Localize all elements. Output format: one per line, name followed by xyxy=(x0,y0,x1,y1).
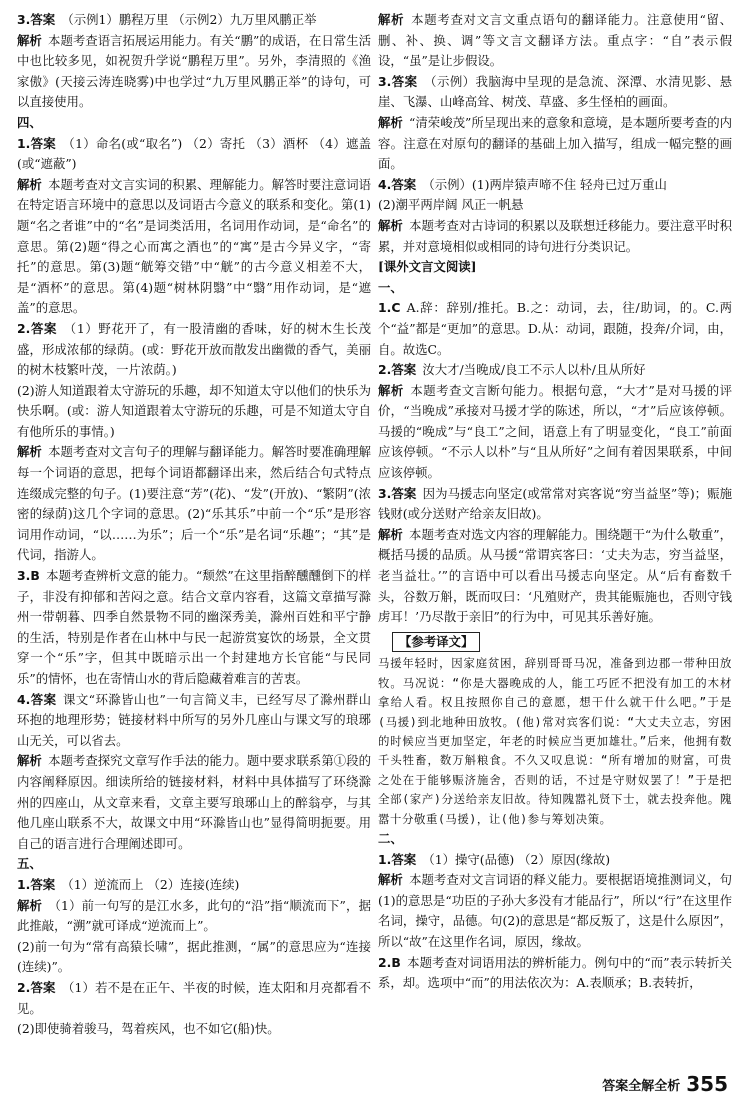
footer-label: 答案全解全析 xyxy=(602,1079,681,1094)
section-heading: [课外文言文阅读] xyxy=(378,259,477,275)
answer-lead: 2.B xyxy=(378,954,401,970)
answer-lead: 1.C xyxy=(378,300,401,316)
answer-paragraph xyxy=(17,566,371,690)
answer-lead: 3.答案 xyxy=(378,485,417,501)
answer-paragraph xyxy=(17,978,371,1019)
answer-paragraph xyxy=(378,525,732,628)
answer-paragraph xyxy=(378,113,732,175)
answer-text: 本题考查对文言句子的理解与翻译能力。解答时要准确理解每一个词语的意思，把每个词语都翻译出来，然后结合句式特点连缀成完整的句子。(1)要注意“芳”(花)、“发”(开放)、“繁阴”(浓密的绿荫)这几个字词的意思。(2)“乐其乐”中前一个“乐”是形容词用作动词，“以……为乐”；后一个“乐”是名词“乐趣”；“其”是代词，指游人。 xyxy=(17,444,372,563)
section-heading: 四、 xyxy=(17,114,42,130)
answer-paragraph xyxy=(17,937,371,978)
answer-paragraph xyxy=(378,870,732,952)
answer-text: “清荣峻茂”所呈现出来的意象和意境，是本题所要考查的内容。注意在对原句的翻译的基础上加入描写，组成一幅完整的画面。 xyxy=(378,114,733,172)
answer-paragraph xyxy=(378,195,732,216)
answer-lead: 2.答案 xyxy=(17,979,56,995)
answer-text: A.辞：辞别/推托。B.之：动词，去，往/助词，的。C.两个“益”都是“更加”的意思。D.从：动词，跟随，投奔/介词，由，自。故选C。 xyxy=(378,300,732,357)
answer-text: (2)潮平两岸阔 风正一帆悬 xyxy=(378,197,524,213)
answer-text: 本题考查对文言实词的积累、理解能力。解答时要注意词语在特定语言环境中的意思以及词语古今意义的联系和变化。第(1)题“名之者谁”中的“名”是词类活用，名词用作动词，是“命名”的意思。第(2)题“得之心而寓之酒也”的“寓”是古今异义字，“寄托”的意思。第(3)题“觥筹交错”中“觥”的古今意义相差不大，是“酒杯”的意思。第(4)题“树林阴翳”中“翳”用作动词，是“遮盖”的意思。 xyxy=(17,176,372,316)
answer-text: 本题考查对文言词语的释义能力。要根据语境推测词义，句(1)的意思是“功臣的子孙大多没有才能品行”，所以“行”在这里作名词，操守，品德。句(2)的意思是“都反叛了，这是什么原因”，所以“故”在这里作名词，原因，缘故。 xyxy=(378,872,733,950)
answer-paragraph xyxy=(17,442,371,566)
answer-paragraph xyxy=(17,10,371,31)
answer-paragraph xyxy=(378,484,732,525)
answer-lead: 3.B xyxy=(17,568,40,584)
answer-paragraph xyxy=(17,319,371,381)
answer-text: （1）若不是在正午、半夜的时候，连太阳和月亮都看不见。 xyxy=(17,979,371,1016)
answer-text: 本题考查探究文章写作手法的能力。题中要求联系第①段的内容阐释原因。细读所给的链接材料，材料中具体描写了环绕滁州的四座山，从文章来看，文章主要写琅琊山上的醉翁亭，与其他几座山联系不大，故课文中用“环滁皆山也”显得简明扼要。用自己的语言进行合理阐述即可。 xyxy=(17,753,372,851)
answer-text: （1）操守(品德) （2）原因(缘故) xyxy=(422,851,611,867)
answer-paragraph xyxy=(378,298,732,360)
answer-lead: 2.答案 xyxy=(17,320,57,336)
answer-paragraph xyxy=(378,360,732,381)
answer-text: （1）逆流而上 （2）连接(连续) xyxy=(61,876,240,892)
answer-text: 本题考查语言拓展运用能力。有关“鹏”的成语，在日常生活中也比较多见，如祝贺升学说“鹏程万里”。另外，李清照的《渔家傲》(天接云涛连晓雾)中也学过“九万里风鹏正举”的诗句，可以直接使用。 xyxy=(17,32,372,110)
section-heading: 一、 xyxy=(378,279,403,295)
page-number: 355 xyxy=(686,1072,728,1096)
answer-text: (2)前一句为“常有高猿长啸”，据此推测，“属”的意思应为“连接(连续)”。 xyxy=(17,938,371,975)
translation-body: 马援年轻时，因家庭贫困，辞别哥哥马况，准备到边郡一带种田放牧。马况说：“你是大器晚成的人，能工巧匠不把没有加工的木材拿给人看。权且按照你自己的意愿，想干什么就干什么吧。”于是(马援)到北地种田放牧。(他)常对宾客们说：“大丈夫立志，穷困的时候应当更加坚定，年老的时候应当更加雄壮。”后来，他拥有数千头牲畜，数万斛粮食。不久又叹息说：“所有增加的财富，可贵之处在于能够赈济施舍，否则的话，不过是守财奴罢了！”于是把全部(家产)分送给亲友旧故。待知隗嚣礼贤下士，就去投奔他。隗嚣十分敬重(马援)，让(他)参与筹划决策。 xyxy=(378,656,732,826)
answer-lead: 3.答案 xyxy=(378,73,418,89)
answer-text: 汝大才/当晚成/良工不示人以朴/且从所好 xyxy=(422,362,646,378)
page-footer xyxy=(602,1074,728,1094)
answer-lead: 解析 xyxy=(17,897,43,913)
answer-lead: 解析 xyxy=(17,444,42,460)
answer-lead: 4.答案 xyxy=(17,691,57,707)
answer-text: （示例1）鹏程万里 （示例2）九万里风鹏正举 xyxy=(61,12,317,27)
answer-text: （1）野花开了，有一股清幽的香味，好的树木生长茂盛，形成浓郁的绿荫。(或：野花开放而散发出幽微的香气，美丽的树木枝繁叶茂，一片浓荫。) xyxy=(17,320,371,378)
answer-paragraph xyxy=(378,10,732,72)
answer-text: 因为马援志向坚定(或常常对宾客说“穷当益坚”等)；赈施钱财(或分送财产给亲友旧故)。 xyxy=(378,485,732,522)
answer-text: （1）命名(或“取名”) （2）寄托 （3）酒杯 （4）遮盖(或“遮蔽”) xyxy=(17,135,371,172)
answer-lead: 解析 xyxy=(17,32,42,48)
answer-lead: 1.答案 xyxy=(17,876,56,892)
answer-paragraph xyxy=(17,751,371,854)
answer-paragraph xyxy=(17,690,371,752)
answer-text: 本题考查对文言文重点语句的翻译能力。注意使用“留、删、补、换、调”等文言文翻译方法。重点字：“自”表示假设，“虽”是让步假设。 xyxy=(378,12,732,69)
answer-paragraph xyxy=(378,850,732,871)
left-column xyxy=(17,10,371,1040)
answer-lead: 解析 xyxy=(378,526,403,542)
answer-text: （1）前一句写的是江水多，此句的“沿”指“顺流而下”，据此推敲，“溯”就可译成“逆流而上”。 xyxy=(17,897,371,934)
answer-lead: 4.答案 xyxy=(378,176,417,192)
right-column xyxy=(378,10,732,994)
answer-lead: 解析 xyxy=(378,872,403,888)
answer-paragraph xyxy=(378,953,732,994)
answer-paragraph xyxy=(378,175,732,196)
answer-paragraph xyxy=(17,175,371,319)
section-heading: 二、 xyxy=(378,831,403,847)
section-heading: 五、 xyxy=(17,856,42,872)
answer-lead: 2.答案 xyxy=(378,362,417,378)
answer-paragraph xyxy=(17,381,371,443)
answer-paragraph xyxy=(17,875,371,896)
answer-text: 本题考查文言断句能力。根据句意，“大才”是对马援的评价，“当晚成”承接对马援才学的陈述，所以，“才”后应该停顿。马援的“晚成”与“良工”之间，语意上有了明显变化，“良工”前面应该停顿。“不示人以朴”与“且从所好”之间有着因果联系，中间应该停顿。 xyxy=(378,382,733,481)
answer-lead: 3.答案 xyxy=(17,12,56,27)
answer-text: 本题考查对词语用法的辨析能力。例句中的“而”表示转折关系，却。选项中“而”的用法依次为：A.表顺承；B.表转折， xyxy=(378,954,732,991)
answer-paragraph xyxy=(17,134,371,175)
answer-paragraph xyxy=(378,72,732,113)
answer-text: （示例）我脑海中呈现的是急流、深潭、水清见影、悬崖、飞瀑、山峰高耸、树茂、草盛、多生怪柏的画面。 xyxy=(378,73,732,110)
translation-heading-text: 【参考译文】 xyxy=(392,632,480,652)
answer-paragraph xyxy=(378,216,732,257)
answer-paragraph xyxy=(17,1019,371,1040)
translation-heading xyxy=(392,632,732,653)
answer-lead: 解析 xyxy=(378,382,404,398)
answer-paragraph xyxy=(17,31,371,113)
answer-lead: 解析 xyxy=(378,217,403,233)
answer-lead: 解析 xyxy=(378,114,403,130)
answer-lead: 1.答案 xyxy=(378,851,417,867)
answer-text: (2)即使骑着骏马，驾着疾风，也不如它(船)快。 xyxy=(17,1021,280,1037)
answer-text: (2)游人知道跟着太守游玩的乐趣，却不知道太守以他们的快乐为快乐啊。(或：游人知道跟着太守游玩的乐趣，可是不知道太守自有他所乐的事情。) xyxy=(17,382,371,439)
answer-lead: 解析 xyxy=(378,12,405,27)
answer-lead: 1.答案 xyxy=(17,135,56,151)
answer-text: 本题考查辨析文意的能力。“颓然”在这里指醉醺醺倒下的样子，非没有抑郁和苦闷之意。结合文章内容看，这篇文章描写滁州一带朝暮、四季自然景物不同的幽深秀美，滁州百姓和平宁静的生活，特别是作者在山林中与民一起游赏宴饮的场景，全文贯穿一个“乐”字，但其中既暗示出一个封建地方长官能“与民同乐”的情怀，也在寄情山水的背后隐藏着难言的苦衷。 xyxy=(17,568,371,686)
answer-lead: 解析 xyxy=(17,176,42,192)
answer-text: 本题考查对古诗词的积累以及联想迁移能力。要注意平时积累，并对意境相似或相同的诗句进行分类识记。 xyxy=(378,217,733,254)
answer-paragraph xyxy=(17,896,371,937)
answer-text: （示例）(1)两岸猿声啼不住 轻舟已过万重山 xyxy=(422,176,667,192)
answer-text: 本题考查对选文内容的理解能力。围绕题干“为什么敬重”，概括马援的品质。从马援“常谓宾客曰：‘丈夫为志，穷当益坚，老当益壮。’”的言语中可以看出马援志向坚定。从“后有畜数千头，谷数万斛，既而叹曰：‘凡殖财产，贵其能赈施也，否则守钱虏耳！’乃尽散于亲旧”的行为中，可见其乐善好施。 xyxy=(378,526,733,625)
answer-lead: 解析 xyxy=(17,753,42,769)
answer-paragraph xyxy=(378,381,732,484)
answer-text: 课文“环滁皆山也”一句言简义丰，已经写尽了滁州群山环抱的地理形势；链接材料中所写的另外几座山与课文写的琅琊山无关，可以省去。 xyxy=(17,691,371,748)
